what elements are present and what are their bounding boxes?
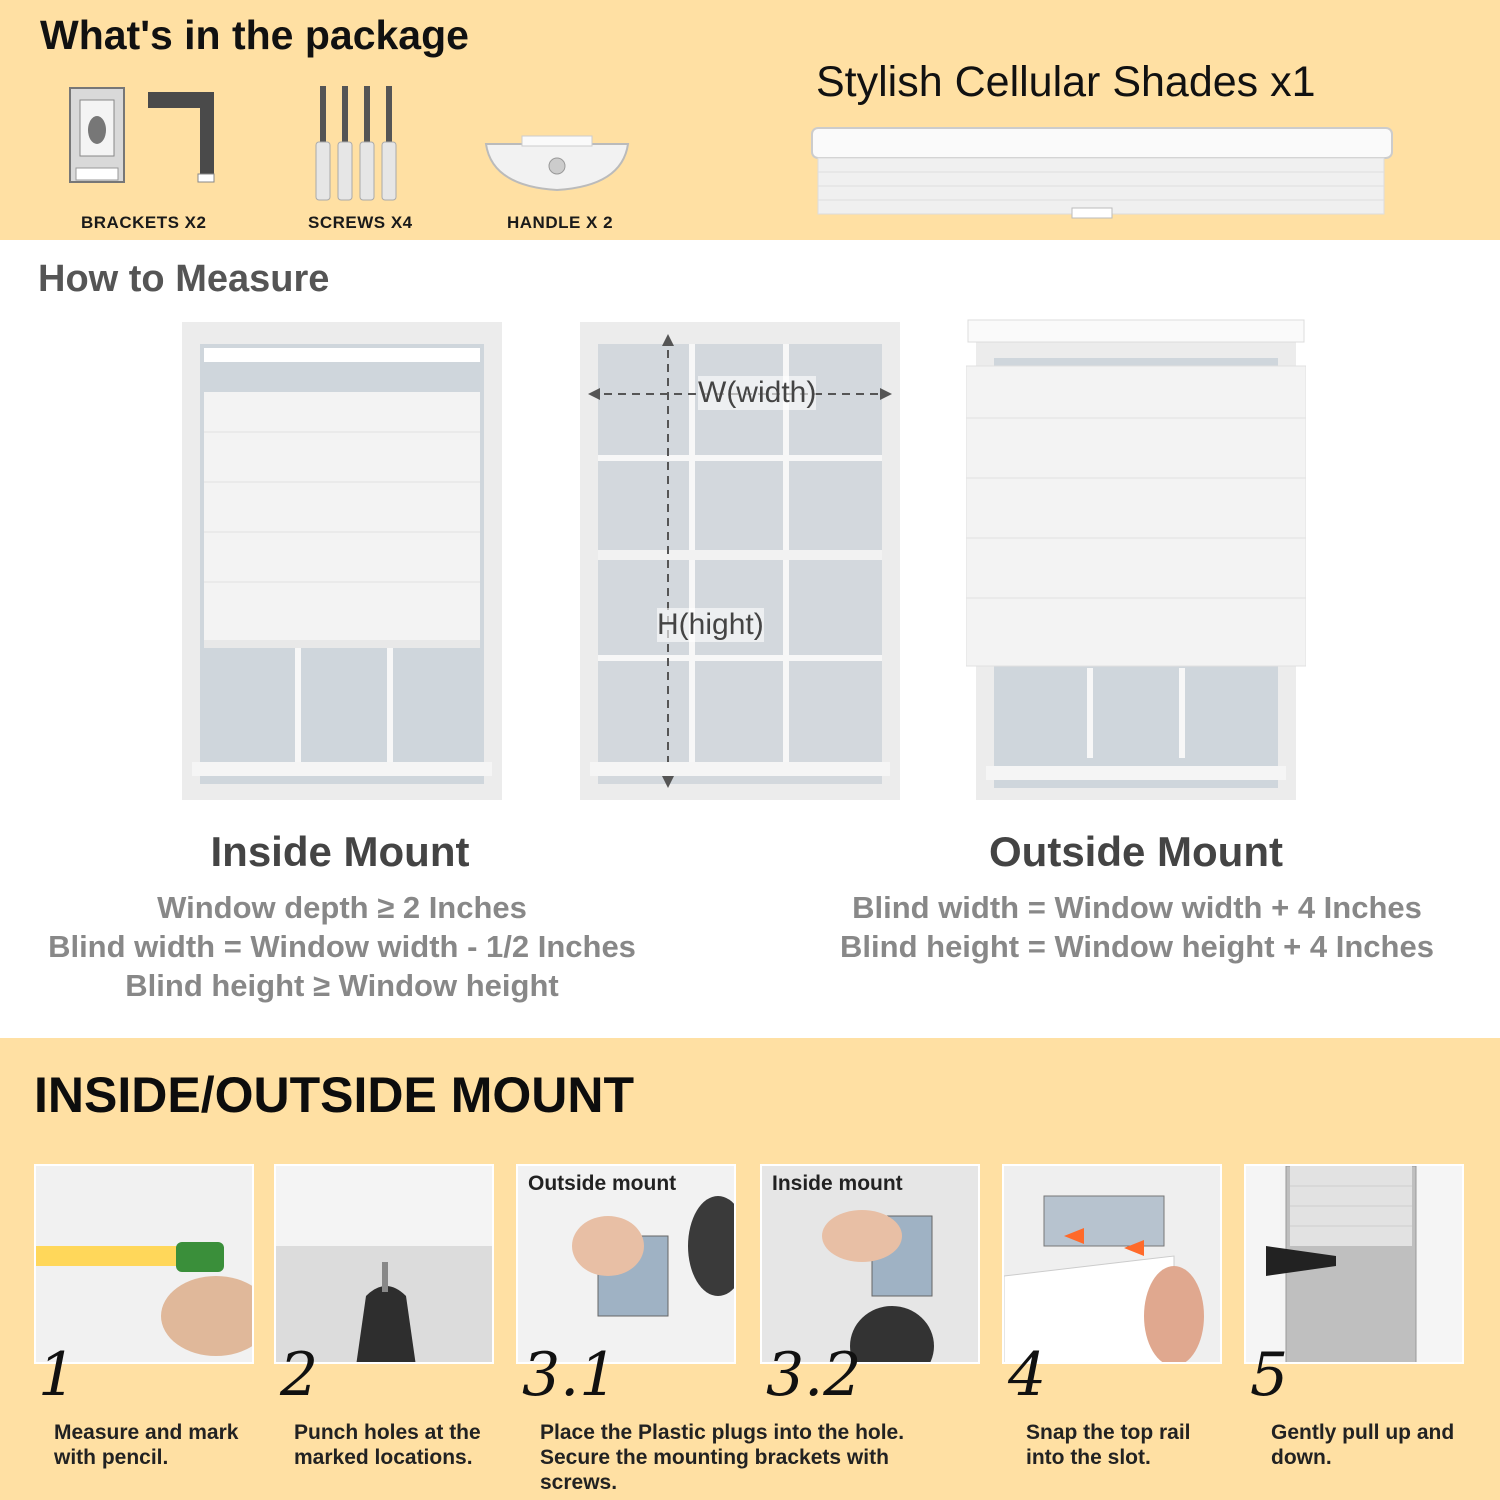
step-4-text <box>1026 1420 1191 1470</box>
measure-title: How to Measure <box>38 258 330 300</box>
brackets-label: BRACKETS X2 <box>81 213 207 232</box>
outside-rule-2: Blind height = Window height + 4 Inches <box>840 929 1434 964</box>
inside-mount-window-image <box>182 322 502 800</box>
width-label: W(width) <box>698 376 817 409</box>
step-1-line-1: Measure and mark <box>54 1421 239 1444</box>
handle-label: HANDLE X 2 <box>507 213 614 232</box>
step-5-line-1: Gently pull up and <box>1271 1421 1455 1444</box>
cellular-shade-image <box>810 126 1395 222</box>
inside-rule-1: Window depth ≥ 2 Inches <box>157 890 527 925</box>
step-4-number: 4 <box>1008 1340 1047 1410</box>
step-3-line-2: Secure the mounting brackets with <box>540 1446 889 1469</box>
step-5-number: 5 <box>1250 1340 1289 1410</box>
step-3-1-number: 3.1 <box>522 1340 618 1410</box>
step-2-line-2: marked locations. <box>294 1446 473 1469</box>
step-3-2-photo <box>760 1164 980 1364</box>
step-5-line-2: down. <box>1271 1446 1332 1469</box>
step-1-number: 1 <box>38 1340 77 1410</box>
step-1-photo <box>34 1164 254 1364</box>
product-title: Stylish Cellular Shades x1 <box>816 58 1316 106</box>
step-3-line-1: Place the Plastic plugs into the hole. <box>540 1421 905 1444</box>
step-3-1-photo <box>516 1164 736 1364</box>
step-2-photo <box>274 1164 494 1364</box>
package-title: What's in the package <box>40 12 469 58</box>
step-5-photo <box>1244 1164 1464 1364</box>
step-1-text <box>54 1420 238 1470</box>
step-2-number: 2 <box>280 1340 319 1410</box>
screws-image <box>312 82 412 207</box>
step-3-2-number: 3.2 <box>766 1340 862 1410</box>
step-3-2-caption: Inside mount <box>772 1172 903 1195</box>
step-3-text <box>540 1420 904 1495</box>
step-2-line-1: Punch holes at the <box>294 1421 481 1444</box>
height-label: H(hight) <box>657 608 764 641</box>
step-3-1-caption: Outside mount <box>528 1172 677 1195</box>
outside-mount-heading: Outside Mount <box>989 828 1283 875</box>
step-2-text <box>294 1420 481 1470</box>
step-5-text <box>1271 1420 1454 1470</box>
step-4-line-2: into the slot. <box>1026 1446 1151 1469</box>
step-1-line-2: with pencil. <box>54 1446 169 1469</box>
steps-title: INSIDE/OUTSIDE MOUNT <box>34 1067 635 1123</box>
handle-image <box>482 130 632 200</box>
brackets-image <box>66 82 216 192</box>
outside-rule-1: Blind width = Window width + 4 Inches <box>852 890 1422 925</box>
step-3-line-3: screws. <box>540 1471 618 1494</box>
inside-rule-2: Blind width = Window width - 1/2 Inches <box>48 929 636 964</box>
step-4-photo <box>1002 1164 1222 1364</box>
screws-label: SCREWS X4 <box>308 213 413 232</box>
inside-rule-3: Blind height ≥ Window height <box>125 968 559 1003</box>
outside-mount-window-image <box>966 318 1306 800</box>
step-4-line-1: Snap the top rail <box>1026 1421 1191 1444</box>
inside-mount-heading: Inside Mount <box>210 828 470 875</box>
